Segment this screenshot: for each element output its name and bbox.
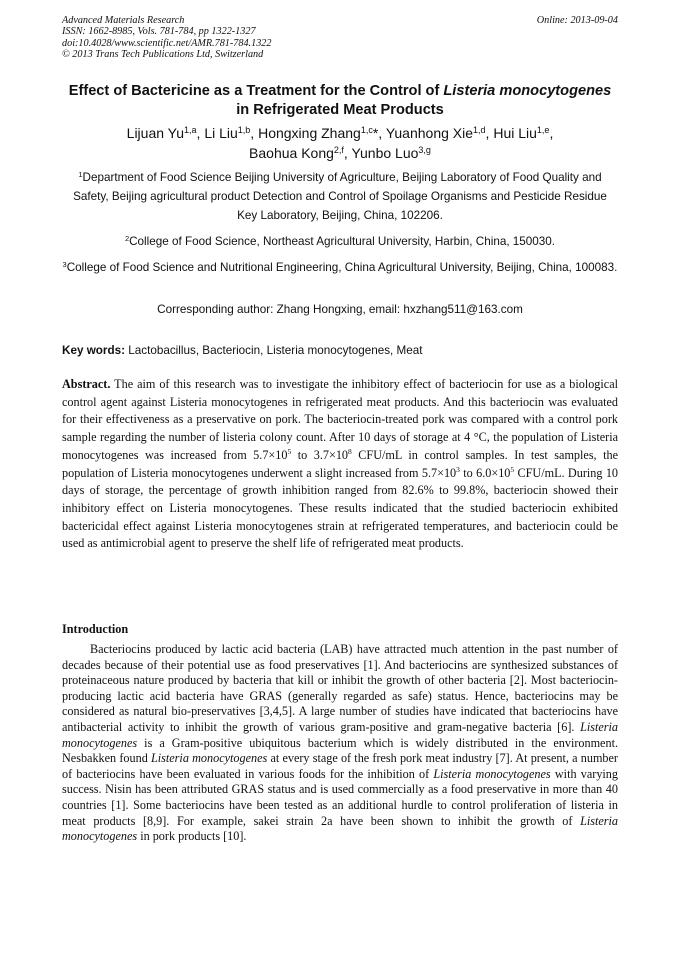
affiliation-2 — [62, 232, 618, 251]
abstract-label: Abstract. — [62, 377, 111, 391]
author-sup: 1,b — [237, 125, 251, 135]
online-date: Online: 2013-09-04 — [536, 15, 618, 26]
affiliation-text: Department of Food Science Beijing University of Agriculture, Beijing Laboratory of Food Quality and Safety, Beijing agricultural product Detection and Control of Spoilage Organisms and Pesticide Residue Key Laboratory, Beijing, China, 102206. — [73, 171, 607, 222]
author: Hui Liu — [493, 125, 537, 141]
keywords-label: Key words: — [62, 344, 125, 357]
species-name: Listeria monocytogenes — [150, 751, 268, 766]
section-heading-introduction: Introduction — [62, 622, 129, 636]
abstract — [62, 376, 618, 553]
author-sep: *, — [372, 125, 386, 141]
author-sup: 1,a — [184, 125, 197, 135]
intro-text: with varying success. Nisin has been attributed GRAS status and is used commercially as a food preservative in more than 40 countries [1]. Some bacteriocins have been tested as an additional hurdle to control proliferation of listeria in meat products [8,9]. For example, sakei strain 2a have been shown to inhibit the growth of — [62, 766, 618, 828]
intro-text: at every stage of the fresh pork meat industry [7]. At present, a number of bacteriocins have been evaluated in various foods for the inhibition of — [62, 751, 618, 781]
title-part-2: in Refrigerated Meat Products — [236, 101, 444, 118]
exponent: 5 — [287, 446, 292, 456]
author-sep: , — [250, 125, 259, 141]
intro-text: in pork products [10]. — [137, 829, 247, 844]
author-list — [62, 124, 618, 163]
affiliation-text: College of Food Science and Nutritional Engineering, China Agricultural University, Beijing, China, 100083. — [66, 261, 618, 274]
abstract-text: CFU/mL. During 10 days of storage, the percentage of growth inhibition ranged from 82.6% to 99.8%, bacteriocin showed their inhibitory effect on Listeria monocytogenes. These results indicated that the studied bacteriocin exhibited bactericidal effect against Listeria monocytogenes strain at refrigerated temperatures, and bacteriocin could be used as antimicrobial agent to preserve the shelf life of refrigerated meat products. — [62, 465, 619, 551]
author-sup: 2,f — [333, 144, 344, 155]
author-sup: 1,d — [473, 125, 486, 135]
keywords — [62, 343, 618, 359]
author-sep: , — [485, 125, 494, 141]
author-sep: , — [196, 125, 205, 141]
affiliation-num: 1 — [78, 170, 83, 179]
journal-doi: doi:10.4028/www.scientific.net/AMR.781-784.1322 — [62, 37, 272, 49]
abstract-text: The aim of this research was to investigate the inhibitory effect of bacteriocin for use as a biological control agent against Listeria monocytogenes in refrigerated meat products. And this bacteriocin was evaluated for their effectiveness as a preservative on pork. The bacteriocin-treated pork was compared with a control pork sample regarding the number of listeria colony count. After 10 days of storage at 4 °C, the population of Listeria monocytogenes was increased from 5.7×10 — [62, 377, 618, 462]
keywords-text: Lactobacillus, Bacteriocin, Listeria monocytogenes, Meat — [125, 344, 423, 357]
author: Yuanhong Xie — [385, 125, 474, 141]
species-name: Listeria monocytogenes — [433, 766, 551, 781]
journal-name: Advanced Materials Research — [62, 15, 185, 26]
author-sup: 3,g — [418, 144, 431, 155]
title-italic: Listeria monocytogenes — [443, 83, 612, 99]
species-name: Listeria monocytogenes — [62, 813, 618, 844]
exponent: 8 — [348, 446, 352, 456]
title-part-1: Effect of Bactericine as a Treatment for the Control of — [68, 83, 444, 99]
author: Hongxing Zhang — [258, 125, 361, 141]
abstract-text: to 3.7×10 — [291, 447, 349, 462]
author-sup: 1,e — [536, 125, 550, 135]
journal-copyright: © 2013 Trans Tech Publications Ltd, Switzerland — [62, 49, 264, 61]
author-sep: , — [549, 125, 554, 141]
paper-title — [62, 82, 618, 119]
exponent: 3 — [456, 464, 460, 474]
species-name: Listeria monocytogenes — [62, 719, 618, 750]
affiliation-num: 2 — [124, 234, 130, 243]
affiliation-text: College of Food Science, Northeast Agricultural University, Harbin, China, 150030. — [129, 235, 556, 248]
exponent: 5 — [510, 464, 515, 474]
journal-issn: ISSN: 1662-8985, Vols. 781-784, pp 1322-1327 — [62, 26, 256, 38]
author-sep: , — [343, 144, 352, 161]
affiliation-num: 3 — [62, 260, 67, 269]
journal-header — [62, 15, 618, 61]
author: Li Liu — [204, 125, 238, 141]
intro-text: Bacteriocins produced by lactic acid bacteria (LAB) have attracted much attention in the past number of decades because of their potential use as food preservatives [1]. And bacteriocins are synthesized substances of proteinaceous nature produced by bacteria that kill or inhibit the growth of other bacteria [2]. Most bacteriocin-producing lactic acid bacteria have GRAS (generally regarded as safe) status. Hence, bacteriocins may be considered as natural bio-preservatives [3,4,5]. A large number of studies have indicated that bacteriocins have antibacterial activity to inhibit the growth of various gram-positive and gram-negative bacteria [6]. — [62, 642, 618, 734]
abstract-text: CFU/mL in control samples. In test samples, the population of Listeria monocytogenes underwent a slight increased from 5.7×10 — [62, 447, 618, 480]
author: Lijuan Yu — [126, 125, 185, 141]
affiliation-3 — [62, 258, 618, 277]
author-sup: 1,c — [360, 125, 373, 135]
author: Yunbo Luo — [351, 144, 419, 161]
affiliation-1 — [62, 168, 618, 225]
abstract-text: to 6.0×10 — [459, 465, 511, 480]
author: Baohua Kong — [249, 144, 334, 161]
introduction-paragraph — [62, 642, 618, 845]
intro-text: is a Gram-positive ubiquitous bacterium which is widely distributed in the environment. Nesbakken found — [62, 735, 618, 766]
corresponding-author: Corresponding author: Zhang Hongxing, email: hxzhang511@163.com — [157, 303, 523, 316]
